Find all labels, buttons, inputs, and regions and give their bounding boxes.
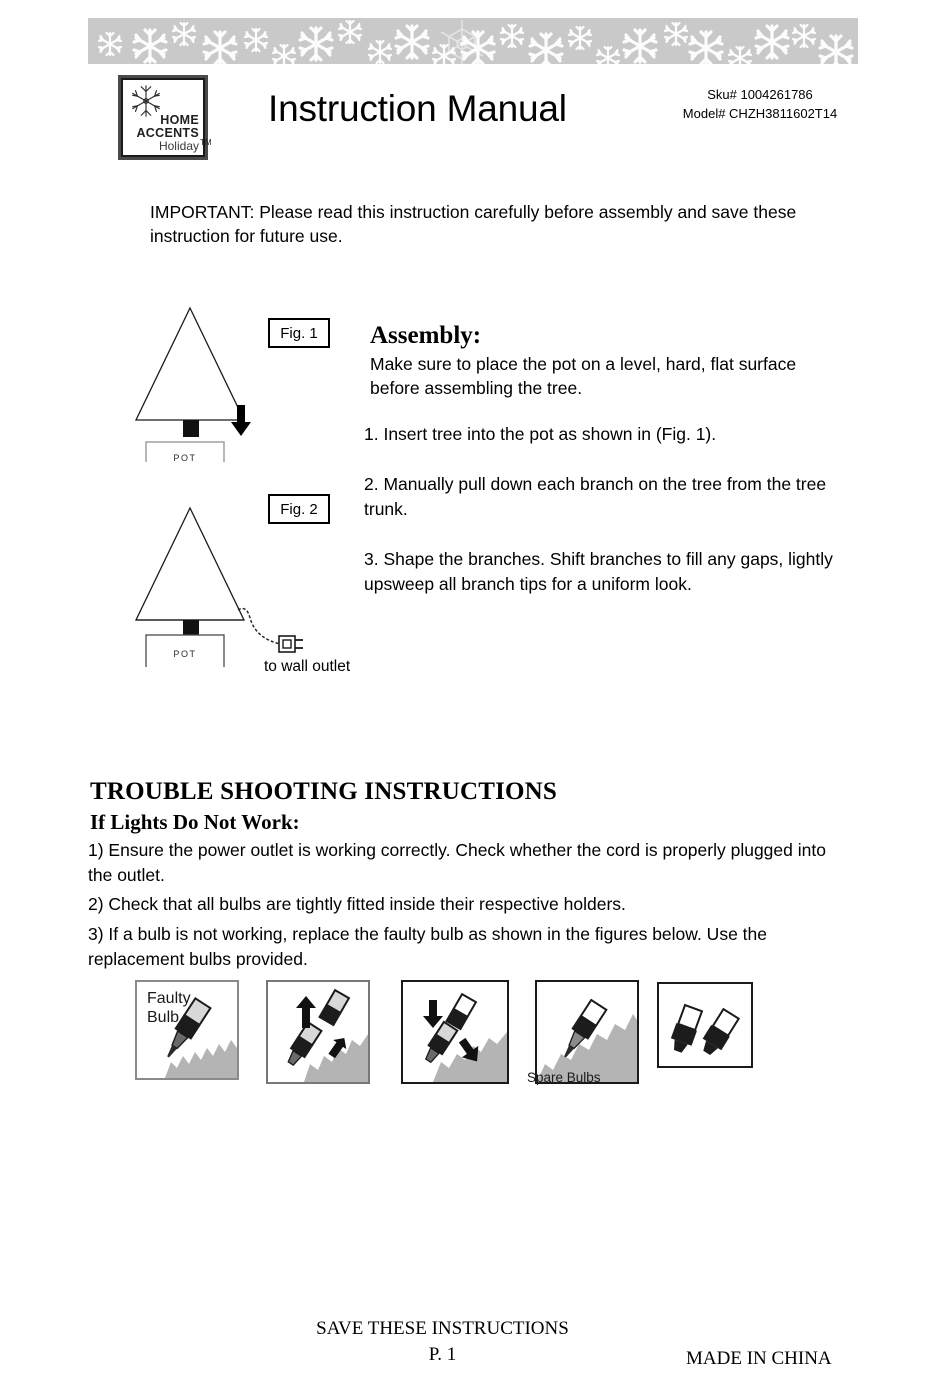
troubleshooting-item-2: 2) Check that all bulbs are tightly fitted inside their respective holders. (88, 894, 626, 914)
model-number: Model# CHZH3811602T14 (682, 105, 838, 121)
spare-bulbs-caption: Spare Bulbs (527, 1070, 601, 1085)
sku-number: Sku# 1004261786 (707, 87, 813, 102)
bulb-panel-insert (401, 980, 509, 1084)
troubleshooting-subheading: If Lights Do Not Work: (90, 810, 300, 834)
up-arrow-icon (296, 996, 316, 1028)
footer-page-number: P. 1 (428, 1344, 457, 1365)
footer-made-in-china: MADE IN CHINA (686, 1348, 832, 1369)
faulty-bulb-caption-line2: Bulb (147, 1008, 180, 1026)
footer-save-instructions: SAVE THESE INSTRUCTIONS (316, 1318, 569, 1339)
bulb-panel-faulty (135, 980, 239, 1080)
logo-line-holiday: Holiday (158, 138, 199, 153)
assembly-step-3: 3. Shape the branches. Shift branches to fill any gaps, lightly upsweep all branch tips for a uniform look. (364, 549, 833, 594)
bulb-panel-seated (535, 980, 639, 1084)
figure-2-label: Fig. 2 (268, 494, 330, 524)
faulty-bulb-caption-line1: Faulty (147, 990, 191, 1007)
assembly-step-1: 1. Insert tree into the pot as shown in (Fig. 1). (364, 424, 717, 444)
svg-text:POT: POT (173, 453, 197, 462)
troubleshooting-heading: TROUBLE SHOOTING INSTRUCTIONS (90, 778, 558, 805)
bulb-panel-spare (657, 982, 753, 1068)
header-snowflake-band (88, 18, 858, 80)
faulty-bulb-caption (147, 990, 191, 1028)
troubleshooting-item-1: 1) Ensure the power outlet is working correctly. Check whether the cord is properly plugged into the outlet. (88, 840, 826, 886)
figure-1-illustration (128, 302, 258, 462)
page-title: Instruction Manual (268, 88, 567, 129)
assembly-step-2: 2. Manually pull down each branch on the tree from the tree trunk. (364, 474, 827, 519)
figure-1-label: Fig. 1 (268, 318, 330, 348)
bulb-panel-remove (266, 980, 370, 1084)
plug-icon (279, 636, 303, 652)
svg-text:POT: POT (173, 649, 197, 659)
logo-line-home: HOME (160, 112, 199, 127)
sku-model-block (660, 86, 860, 124)
bulb-replacement-figures (135, 980, 755, 1092)
insert-direction-arrow-icon (230, 405, 252, 437)
brand-logo (118, 75, 208, 160)
logo-line-accents: ACCENTS (136, 125, 199, 140)
wall-outlet-label: to wall outlet (264, 658, 351, 675)
snowflake-border-icon (88, 18, 858, 80)
assembly-intro-text: Make sure to place the pot on a level, hard, flat surface before assembling the tree. (370, 354, 797, 399)
trademark-mark: TM (200, 138, 212, 147)
troubleshooting-item-3: 3) If a bulb is not working, replace the faulty bulb as shown in the figures below. Use the replacement bulbs provided. (88, 924, 767, 970)
assembly-heading: Assembly: (370, 322, 482, 349)
down-arrow-icon (423, 1000, 443, 1028)
important-notice: IMPORTANT: Please read this instruction carefully before assembly and save these instruction for future use. (150, 202, 797, 247)
